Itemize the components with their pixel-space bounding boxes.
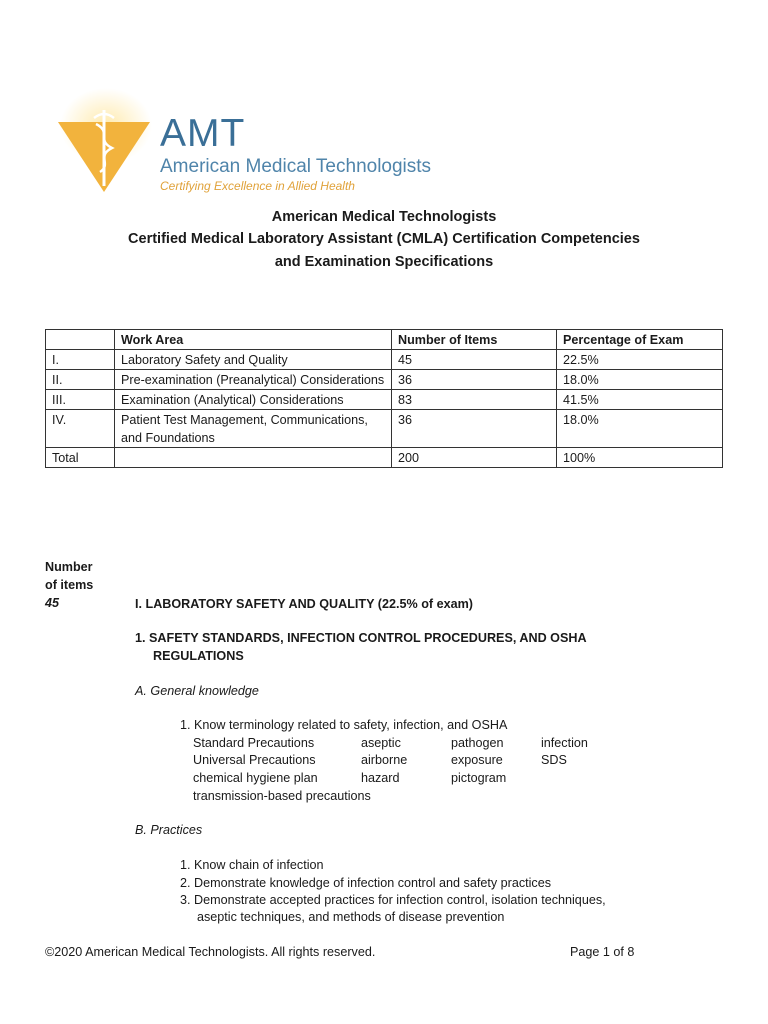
doc-title-line-2: Certified Medical Laboratory Assistant (CMLA) Certification Competencies bbox=[128, 231, 640, 247]
logo-abbr: AMT bbox=[160, 112, 246, 155]
number-label: Number bbox=[45, 560, 93, 574]
table-row bbox=[46, 410, 723, 448]
subheading-line-1: 1. SAFETY STANDARDS, INFECTION CONTROL PROCEDURES, AND OSHA bbox=[135, 631, 587, 645]
list-item: 3. Demonstrate accepted practices for infection control, isolation techniques, bbox=[180, 893, 606, 907]
table-total-row bbox=[46, 448, 723, 468]
terms-row bbox=[193, 734, 631, 752]
term: transmission-based precautions bbox=[193, 789, 371, 803]
header-cell: Number of Items bbox=[392, 330, 557, 350]
logo-name: American Medical Technologists bbox=[160, 156, 432, 177]
table-row bbox=[46, 390, 723, 410]
header-cell bbox=[46, 330, 115, 350]
list-item: 1. Know chain of infection bbox=[180, 858, 324, 872]
table-cell: 41.5% bbox=[557, 390, 723, 410]
doc-title-line-3: and Examination Specifications bbox=[274, 254, 494, 270]
items-count: 45 bbox=[45, 596, 60, 610]
table-cell: 45 bbox=[392, 350, 557, 370]
term: infection bbox=[541, 736, 588, 750]
table-cell: Total bbox=[46, 448, 115, 468]
term: aseptic bbox=[361, 736, 401, 750]
table-cell: 22.5% bbox=[557, 350, 723, 370]
list-item: 2. Demonstrate knowledge of infection control and safety practices bbox=[180, 876, 552, 890]
work-area-table bbox=[45, 329, 723, 468]
table-row bbox=[46, 370, 723, 390]
table-cell: 100% bbox=[557, 448, 723, 468]
table-cell: 200 bbox=[392, 448, 557, 468]
copyright: ©2020 American Medical Technologists. All rights reserved. bbox=[45, 945, 376, 959]
practices-label: B. Practices bbox=[135, 823, 203, 837]
term: hazard bbox=[361, 771, 400, 785]
list-item: 1. Know terminology related to safety, infection, and OSHA bbox=[180, 718, 508, 732]
header-cell: Percentage of Exam bbox=[557, 330, 723, 350]
table-cell: 36 bbox=[392, 410, 557, 448]
table-cell: III. bbox=[46, 390, 115, 410]
terms-row bbox=[193, 751, 631, 769]
header-cell: Work Area bbox=[115, 330, 392, 350]
section-heading: I. LABORATORY SAFETY AND QUALITY (22.5% of exam) bbox=[135, 597, 473, 611]
term: chemical hygiene plan bbox=[193, 771, 318, 785]
term: exposure bbox=[451, 753, 503, 767]
term: Universal Precautions bbox=[193, 753, 316, 767]
logo-tagline: Certifying Excellence in Allied Health bbox=[160, 179, 355, 193]
table-cell: Patient Test Management, Communications, and Foundations bbox=[115, 410, 392, 448]
table-cell: 18.0% bbox=[557, 370, 723, 390]
table-cell: 36 bbox=[392, 370, 557, 390]
table-cell: Pre-examination (Preanalytical) Considerations bbox=[115, 370, 392, 390]
table-header-row bbox=[46, 330, 723, 350]
table-cell: II. bbox=[46, 370, 115, 390]
page-number: Page 1 of 8 bbox=[570, 945, 635, 959]
doc-title-line-1: American Medical Technologists bbox=[271, 209, 497, 225]
table-cell: I. bbox=[46, 350, 115, 370]
subheading-line-2: REGULATIONS bbox=[153, 649, 244, 663]
items-label: of items bbox=[45, 578, 94, 592]
table-cell: Examination (Analytical) Considerations bbox=[115, 390, 392, 410]
terms-row bbox=[193, 769, 631, 787]
general-knowledge-label: A. General knowledge bbox=[135, 684, 259, 698]
table-row bbox=[46, 350, 723, 370]
term: airborne bbox=[361, 753, 408, 767]
term: pictogram bbox=[451, 771, 507, 785]
term bbox=[541, 769, 631, 787]
table-cell: IV. bbox=[46, 410, 115, 448]
table-cell: Laboratory Safety and Quality bbox=[115, 350, 392, 370]
table-cell: 18.0% bbox=[557, 410, 723, 448]
term: SDS bbox=[541, 753, 567, 767]
list-item-continuation: aseptic techniques, and methods of disease prevention bbox=[197, 910, 505, 924]
term: Standard Precautions bbox=[193, 736, 315, 750]
term: pathogen bbox=[451, 736, 504, 750]
table-cell: 83 bbox=[392, 390, 557, 410]
table-cell bbox=[115, 448, 392, 468]
